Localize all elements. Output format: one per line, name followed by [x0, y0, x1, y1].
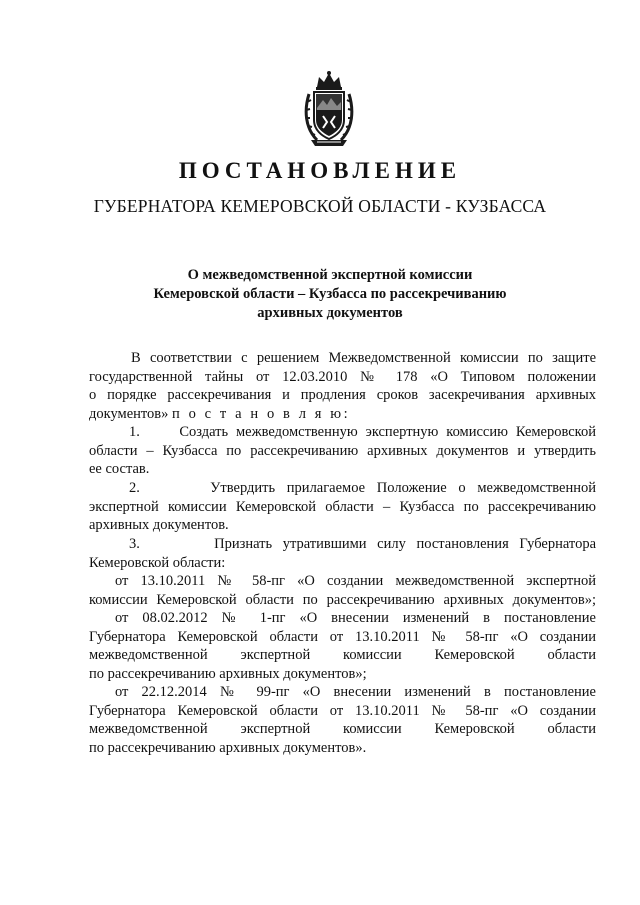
clause-number: 1.	[129, 424, 140, 440]
text-line: 2. Утвердить прилагаемое Положение о межведомственной	[129, 480, 597, 496]
text-line: по рассекречиванию архивных документов».	[89, 739, 367, 756]
text-line: В соответствии с решением Межведомственной комиссии по защите	[131, 350, 596, 366]
text-line: 3. Признать утратившими силу постановления Губернатора	[129, 536, 597, 552]
decree-word: п о с т а н о в л я ю:	[172, 405, 351, 422]
text-line: 1. Создать межведомственную экспертную комиссию Кемеровской	[129, 424, 597, 440]
repeal-entry-1	[89, 572, 596, 609]
text-line: Губернатора Кемеровской области от 13.10.2011 № 58-пг «О создании	[89, 628, 596, 645]
subject-line: О межведомственной экспертной комиссии	[187, 267, 473, 283]
subject-line: архивных документов	[257, 305, 403, 321]
document-type-title: ПОСТАНОВЛЕНИЕ	[178, 158, 462, 183]
clause-3	[89, 535, 596, 572]
preamble-paragraph	[89, 349, 596, 423]
text-line: ее состав.	[89, 461, 150, 478]
text-line: государственной тайны от 12.03.2010 № 178 «О Типовом положении	[89, 368, 596, 385]
text-line: от 13.10.2011 № 58-пг «О создании межведомственной экспертной	[115, 573, 596, 589]
clause-number: 2.	[129, 480, 140, 496]
repeal-entry-3	[89, 683, 596, 757]
issuer-line: ГУБЕРНАТОРА КЕМЕРОВСКОЙ ОБЛАСТИ - КУЗБАССА	[93, 196, 547, 216]
text-line: экспертной комиссии Кемеровской области – Кузбасса по рассекречиванию	[89, 498, 596, 515]
text-line: комиссии Кемеровской области по рассекречиванию архивных документов»;	[89, 591, 596, 608]
text-line: документов» п о с т а н о в л я ю:	[89, 405, 351, 422]
text-line: области – Кузбасса по рассекречиванию архивных документов и утвердить	[89, 442, 596, 459]
text-line: о порядке рассекречивания и продления сроков засекречивания архивных	[89, 387, 596, 404]
text-line: от 08.02.2012 № 1-пг «О внесении изменений в постановление	[115, 610, 596, 626]
clause-1	[89, 423, 596, 479]
clause-2	[89, 479, 596, 535]
text-line: по рассекречиванию архивных документов»;	[89, 665, 367, 682]
text-line: от 22.12.2014 № 99-пг «О внесении изменений в постановление	[115, 684, 596, 700]
text-line: межведомственной экспертной комиссии Кемеровской области	[89, 647, 596, 664]
text-line: Губернатора Кемеровской области от 13.10.2011 № 58-пг «О создании	[89, 702, 596, 719]
document-subject	[120, 266, 540, 323]
text-line: Кемеровской области:	[89, 554, 226, 571]
subject-line: Кемеровской области – Кузбасса по рассекречиванию	[153, 286, 507, 302]
text-line: архивных документов.	[89, 517, 229, 534]
coat-of-arms-icon	[303, 70, 355, 150]
repeal-entry-2	[89, 609, 596, 683]
clause-number: 3.	[129, 536, 140, 552]
text-line: межведомственной экспертной комиссии Кемеровской области	[89, 721, 596, 738]
